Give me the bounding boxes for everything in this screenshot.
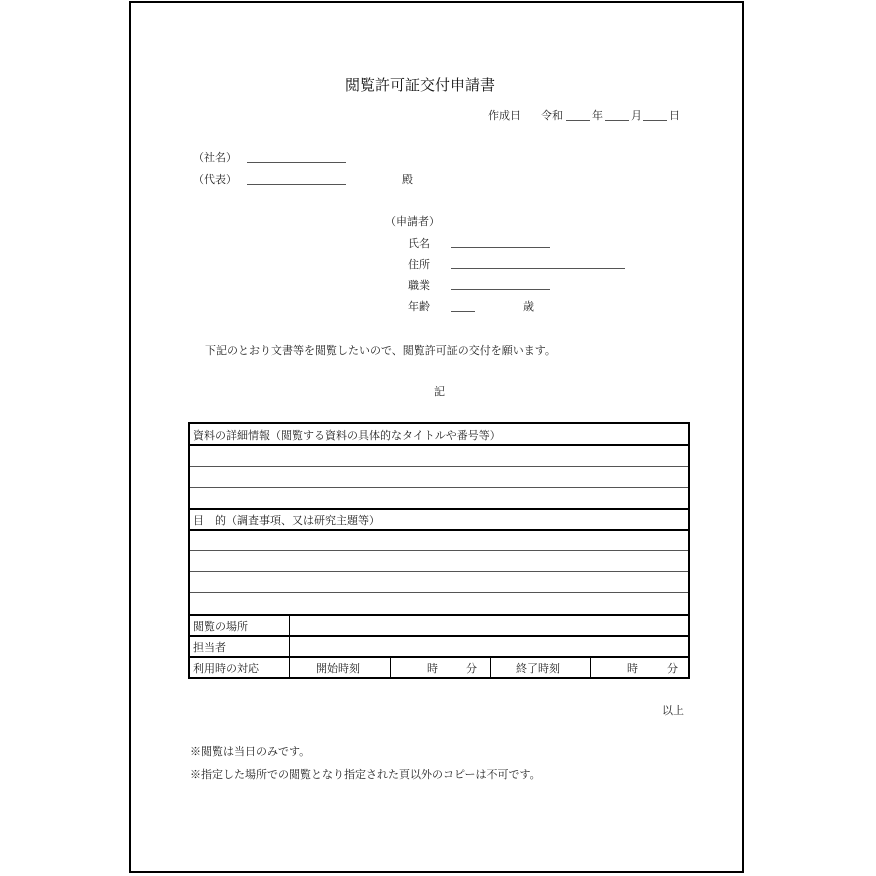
note-copy-restriction: ※指定した場所での閲覧となり指定された頁以外のコピーは不可です。	[190, 768, 541, 781]
occupation-field[interactable]	[451, 289, 550, 290]
staff-label: 担当者	[193, 641, 226, 654]
address-label: 住所	[408, 258, 430, 271]
company-label: （社名）	[193, 151, 237, 164]
intro-text: 下記のとおり文書等を閲覧したいので、閲覧許可証の交付を願います。	[205, 344, 556, 357]
end-time-label: 終了時刻	[516, 662, 560, 675]
row-divider	[190, 529, 688, 531]
name-label: 氏名	[408, 237, 430, 250]
company-field[interactable]	[247, 162, 346, 163]
note-same-day: ※閲覧は当日のみです。	[190, 745, 311, 758]
month-blank[interactable]	[605, 120, 629, 121]
row-divider	[190, 592, 688, 593]
name-field[interactable]	[451, 247, 550, 248]
occupation-label: 職業	[408, 279, 430, 292]
row-divider	[190, 444, 688, 446]
day-label: 日	[669, 109, 680, 122]
age-label: 年齢	[408, 300, 430, 313]
row-divider	[190, 466, 688, 467]
honorific: 殿	[402, 173, 413, 186]
materials-header: 資料の詳細情報（閲覧する資料の具体的なタイトルや番号等）	[193, 429, 501, 442]
column-divider	[289, 614, 290, 677]
address-field[interactable]	[451, 268, 625, 269]
applicant-heading: （申請者）	[385, 215, 440, 228]
document-title: 閲覧許可証交付申請書	[345, 76, 496, 94]
end-minute-label: 分	[667, 662, 678, 675]
usage-label: 利用時の対応	[193, 662, 259, 675]
column-divider	[590, 656, 591, 677]
ijou-label: 以上	[662, 704, 684, 717]
document-page	[129, 1, 744, 873]
request-table	[188, 422, 690, 679]
day-blank[interactable]	[643, 120, 667, 121]
age-unit: 歳	[523, 300, 534, 313]
row-divider	[190, 656, 688, 658]
representative-field[interactable]	[247, 184, 346, 185]
age-field[interactable]	[451, 311, 475, 312]
start-hour-label: 時	[427, 662, 438, 675]
ki-label: 記	[434, 385, 445, 398]
row-divider	[190, 571, 688, 572]
row-divider	[190, 635, 688, 637]
month-label: 月	[631, 109, 642, 122]
column-divider	[490, 656, 491, 677]
year-blank[interactable]	[566, 120, 590, 121]
era-label: 令和	[541, 109, 563, 122]
purpose-header: 目 的（調査事項、又は研究主題等）	[193, 514, 380, 527]
year-label: 年	[592, 109, 603, 122]
row-divider	[190, 614, 688, 616]
row-divider	[190, 550, 688, 551]
column-divider	[390, 656, 391, 677]
end-hour-label: 時	[627, 662, 638, 675]
row-divider	[190, 487, 688, 488]
start-time-label: 開始時刻	[316, 662, 360, 675]
place-label: 閲覧の場所	[193, 620, 248, 633]
start-minute-label: 分	[466, 662, 477, 675]
representative-label: （代表）	[193, 173, 237, 186]
date-label: 作成日	[488, 109, 521, 122]
row-divider	[190, 508, 688, 510]
